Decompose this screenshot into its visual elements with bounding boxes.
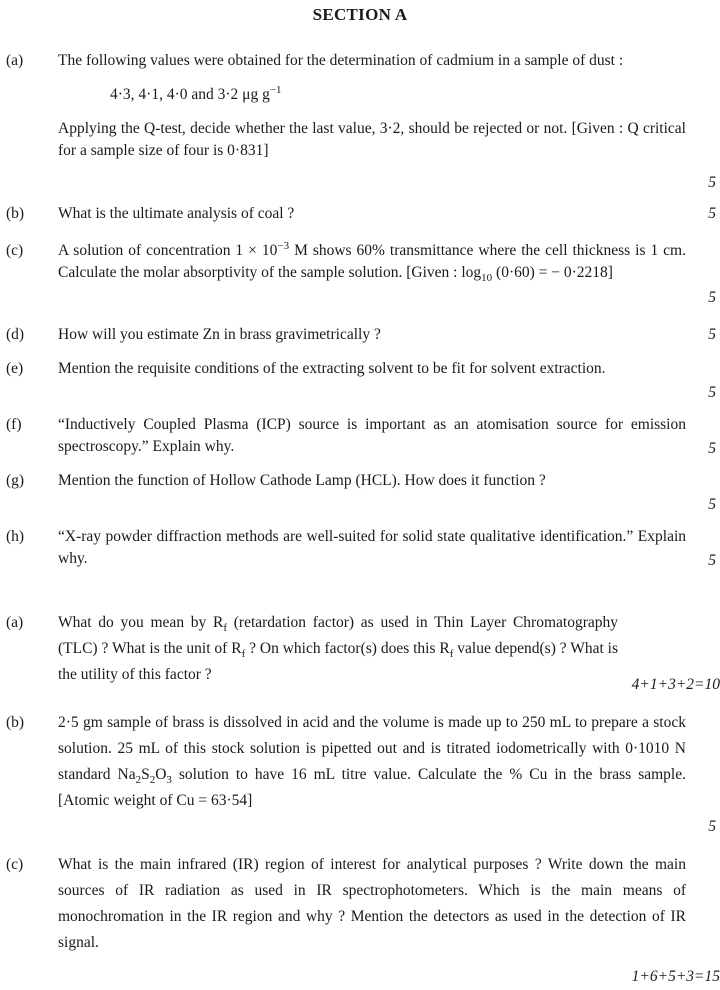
question-label: (f) [6, 416, 22, 433]
question-label: (h) [6, 528, 25, 545]
question-text-2: Applying the Q-test, decide whether the last value, 3·2, should be rejected or not. [Given : Q critical for a sample size of four is 0·831] [58, 120, 686, 159]
question-text: What do you mean by $R_f$ (retardation factor) as used in Thin Layer Chromatography (TLC) ? What is the unit of $R_f$ ? On which factor(s) does this $R_f$ value depend(s) ? What is the utility of this factor ? [58, 614, 619, 683]
marks: 5 [708, 205, 716, 222]
question-label: (b) [6, 205, 25, 222]
marks: 5 [708, 496, 716, 513]
marks: 1+6+5+3=15 [631, 968, 720, 985]
question-label: (c) [6, 242, 24, 259]
question-text: Mention the requisite conditions of the extracting solvent to be fit for solvent extraction. [58, 360, 606, 377]
section-title: SECTION A [312, 5, 408, 24]
question-text: “X-ray powder diffraction methods are well-suited for solid state qualitative identification.” Explain why. [58, 528, 686, 567]
marks: 5 [708, 326, 716, 343]
marks: 5 [708, 552, 716, 569]
question-label: (c) [6, 856, 24, 873]
marks: 5 [708, 818, 716, 835]
marks: 4+1+3+2=10 [631, 676, 720, 693]
question-text: A solution of concentration $1 \times 10^{-3}$ M shows 60% transmittance where the cell thickness is 1 cm. Calculate the molar absorptivity of the sample solution. [Given : $\log_{10} (0\cdot 60)$ = − 0·2218] [58, 239, 686, 285]
question-label: (a) [6, 52, 24, 69]
question-label: (g) [6, 472, 25, 489]
question-label: (d) [6, 326, 25, 343]
question-text: Mention the function of Hollow Cathode Lamp (HCL). How does it function ? [58, 472, 546, 489]
marks: 5 [708, 384, 716, 401]
question-text: 2·5 gm sample of brass is dissolved in acid and the volume is made up to 250 mL to prepare a stock solution. 25 mL of this stock solution is pipetted out and is titrated iodometrically with 0·1010 N standard $Na_2S_2O_3$ solution to have 16 mL titre value. Calculate the % Cu in the brass sample. [Atomic weight of Cu = 63·54] [58, 714, 686, 809]
marks: 5 [708, 289, 716, 306]
question-label: (e) [6, 360, 24, 377]
question-text: The following values were obtained for the determination of cadmium in a sample of dust : [58, 52, 624, 69]
question-label: (b) [6, 714, 25, 731]
question-text: How will you estimate Zn in brass gravimetrically ? [58, 326, 381, 343]
question-text: What is the ultimate analysis of coal ? [58, 205, 295, 222]
question-text: What is the main infrared (IR) region of interest for analytical purposes ? Write down the main sources of IR radiation as used in IR spectrophotometers. Which is the main means of monochromation in the IR region and why ? Mention the detectors as used in the detection of IR signal. [58, 856, 686, 951]
marks: 5 [708, 440, 716, 457]
question-text: “Inductively Coupled Plasma (ICP) source is important as an atomisation source for emission spectroscopy.” Explain why. [58, 416, 686, 455]
marks: 5 [708, 174, 716, 191]
data-values: 4·3, 4·1, 4·0 and 3·2 μg $g^{-1}$ [110, 83, 282, 103]
question-label: (a) [6, 614, 24, 631]
